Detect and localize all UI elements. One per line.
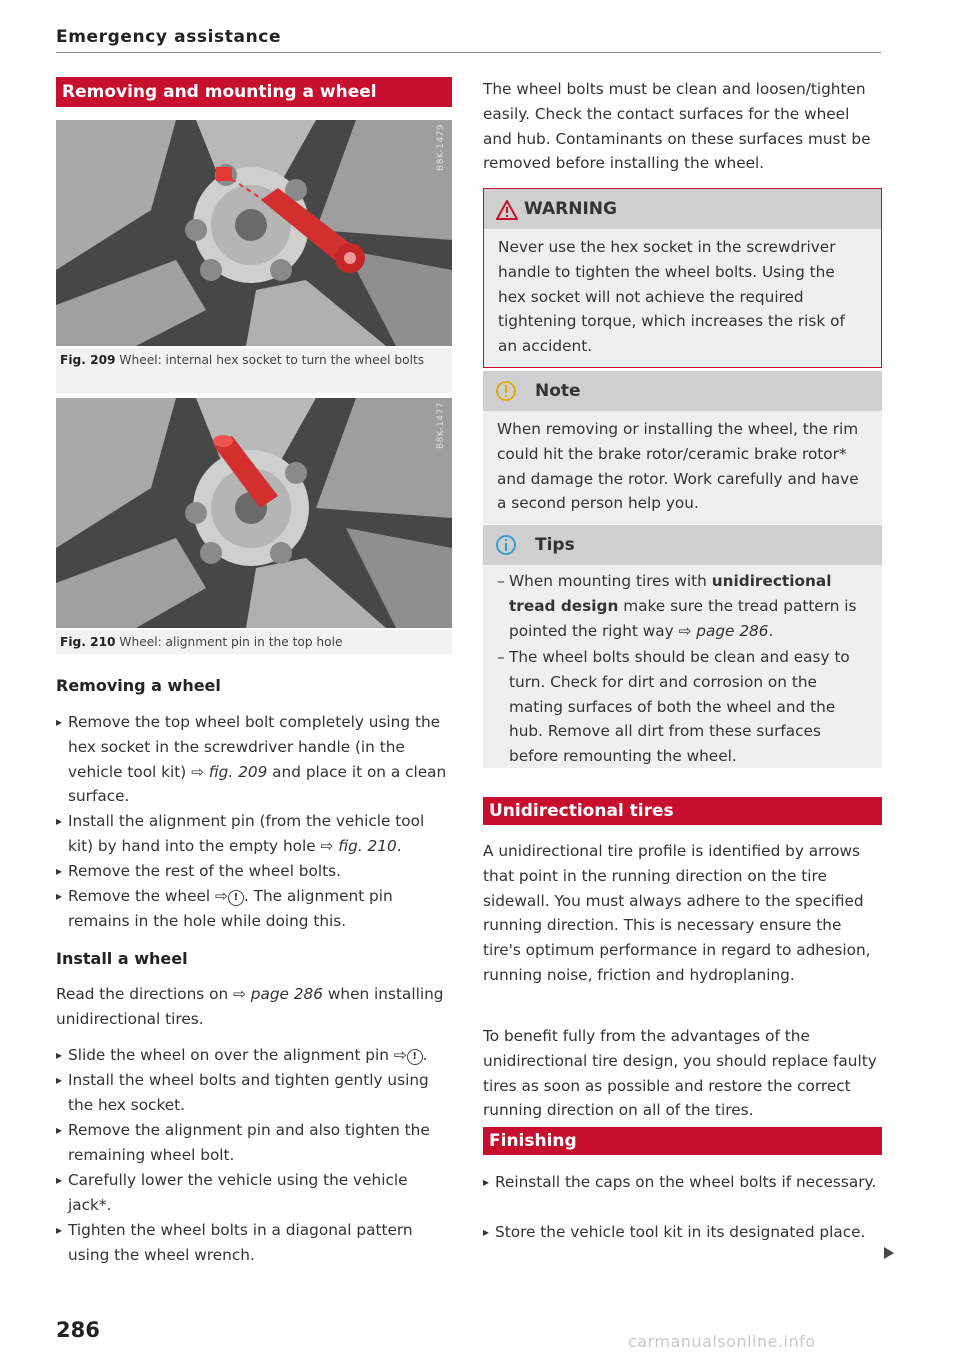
warning-triangle-icon	[496, 200, 518, 220]
unidirectional-paragraph-2: To benefit fully from the advantages of the unidirectional tire design, you should replace faulty tires as soon as possible and restore the correct running direction on all of the tires.	[483, 1027, 877, 1120]
link-page-286-tips[interactable]: ⇨ page 286	[678, 621, 769, 640]
finishing-step-1	[483, 1170, 882, 1195]
tip-1	[497, 569, 869, 643]
figure-209-image	[56, 120, 452, 346]
figure-209-caption	[56, 348, 452, 393]
note-exclamation-icon	[495, 380, 517, 402]
note-title: Note	[535, 381, 581, 401]
install-intro	[56, 982, 452, 1032]
figure-210-image	[56, 398, 452, 628]
removing-step-4	[56, 884, 452, 934]
figure-209-text: Wheel: internal hex socket to turn the wheel bolts	[119, 353, 425, 367]
caution-icon[interactable]: !	[407, 1049, 423, 1065]
removing-step-3-text: Remove the rest of the wheel bolts.	[68, 862, 341, 880]
figure-210-caption	[56, 630, 452, 654]
tip-1-bold: unidirectional tread design	[509, 572, 832, 615]
finishing-step-2	[483, 1220, 882, 1245]
tips-title: Tips	[535, 535, 575, 555]
note-box	[483, 371, 882, 524]
tips-info-icon	[495, 534, 517, 556]
tips-box	[483, 525, 882, 768]
section-title-finishing: Finishing	[483, 1127, 882, 1155]
install-intro-text: Read the directions on	[56, 985, 234, 1003]
removing-step-4-text: Remove the wheel ⇨	[68, 887, 228, 905]
note-body: When removing or installing the wheel, the rim could hit the brake rotor/ceramic brake rotor* and damage the rotor. Work carefully and have a second person help you.	[483, 411, 882, 524]
header-rule	[56, 52, 881, 53]
install-step-3-text: Remove the alignment pin and also tighten the remaining wheel bolt.	[68, 1121, 430, 1164]
note-header	[483, 371, 882, 411]
install-step-1-after: .	[422, 1046, 428, 1064]
removing-step-2-text: Install the alignment pin (from the vehicle tool kit) by hand into the empty hole	[68, 812, 425, 855]
unidirectional-paragraph-1: A unidirectional tire profile is identified by arrows that point in the running direction on the tire sidewall. You must always adhere to the specified running direction. This is necessary ensure the tire's optimum performance in regard to adhesion, running noise, friction and hydroplaning.	[483, 842, 871, 984]
warning-box	[483, 188, 882, 368]
link-fig-210[interactable]: ⇨ fig. 210	[320, 836, 397, 855]
removing-step-1-text: Remove the top wheel bolt completely using the hex socket in the screwdriver handle (in the vehicle tool kit)	[68, 713, 441, 781]
install-step-5-text: Tighten the wheel bolts in a diagonal pattern using the wheel wrench.	[68, 1221, 413, 1264]
running-header: Emergency assistance	[56, 27, 282, 47]
install-step-2-text: Install the wheel bolts and tighten gently using the hex socket.	[68, 1071, 429, 1114]
tip-2-text: The wheel bolts should be clean and easy to turn. Check for dirt and corrosion on the mating surfaces of both the wheel and the hub. Remove all dirt from these surfaces before remounting the wheel.	[509, 648, 850, 766]
figure-210-text: Wheel: alignment pin in the top hole	[119, 635, 343, 649]
heading-install-wheel: Install a wheel	[56, 949, 188, 968]
warning-title: WARNING	[524, 199, 617, 219]
removing-step-1	[56, 710, 452, 809]
wheel-hex-socket-illustration	[56, 120, 452, 346]
removing-step-3	[56, 859, 452, 884]
page-number: 286	[56, 1318, 100, 1342]
install-step-4-text: Carefully lower the vehicle using the vehicle jack*.	[68, 1171, 408, 1214]
install-step-5	[56, 1218, 452, 1268]
caution-icon[interactable]: !	[228, 890, 244, 906]
warning-body: Never use the hex socket in the screwdriver handle to tighten the wheel bolts. Using the hex socket will not achieve the required tightening torque, which increases the risk of an accident.	[484, 229, 881, 367]
tip-1-pre: When mounting tires with	[509, 572, 712, 590]
right-intro: The wheel bolts must be clean and loosen/tighten easily. Check the contact surfaces for the wheel and hub. Contaminants on these surfaces must be removed before installing the wheel.	[483, 80, 871, 173]
tips-body	[483, 565, 882, 768]
removing-step-2	[56, 809, 452, 859]
link-fig-209[interactable]: ⇨ fig. 209	[191, 762, 268, 781]
install-step-1	[56, 1043, 452, 1068]
section-title-removing-mounting: Removing and mounting a wheel	[56, 77, 452, 107]
removing-step-4-after: . The alignment pin remains in the hole while doing this.	[68, 887, 393, 930]
heading-removing-wheel: Removing a wheel	[56, 676, 221, 695]
install-step-1-text: Slide the wheel on over the alignment pin ⇨	[68, 1046, 407, 1064]
link-page-286[interactable]: ⇨ page 286	[233, 985, 324, 1003]
figure-210-label: Fig. 210	[60, 635, 116, 649]
watermark: carmanualsonline.info	[628, 1332, 816, 1351]
figure-209-code: B8K-1479	[436, 124, 446, 172]
tip-1-after: .	[768, 621, 774, 640]
finishing-step-1-text: Reinstall the caps on the wheel bolts if necessary.	[495, 1173, 877, 1191]
tips-header	[483, 525, 882, 565]
install-step-4	[56, 1168, 452, 1218]
figure-210-code: B8K-1477	[436, 402, 446, 450]
tip-1-post: make sure the tread pattern is pointed the right way	[509, 596, 857, 640]
warning-header	[484, 189, 881, 229]
tip-2	[497, 645, 869, 769]
figure-209-label: Fig. 209	[60, 353, 116, 367]
install-step-2	[56, 1068, 452, 1118]
finishing-step-2-text: Store the vehicle tool kit in its designated place.	[495, 1223, 866, 1241]
continue-arrow-icon[interactable]	[884, 1247, 894, 1259]
wheel-alignment-pin-illustration	[56, 398, 452, 628]
removing-step-1-after: and place it on a clean surface.	[68, 762, 447, 806]
install-step-3	[56, 1118, 452, 1168]
removing-step-2-after: .	[396, 836, 402, 855]
section-title-unidirectional: Unidirectional tires	[483, 797, 882, 825]
install-intro-after: when installing unidirectional tires.	[56, 985, 444, 1028]
